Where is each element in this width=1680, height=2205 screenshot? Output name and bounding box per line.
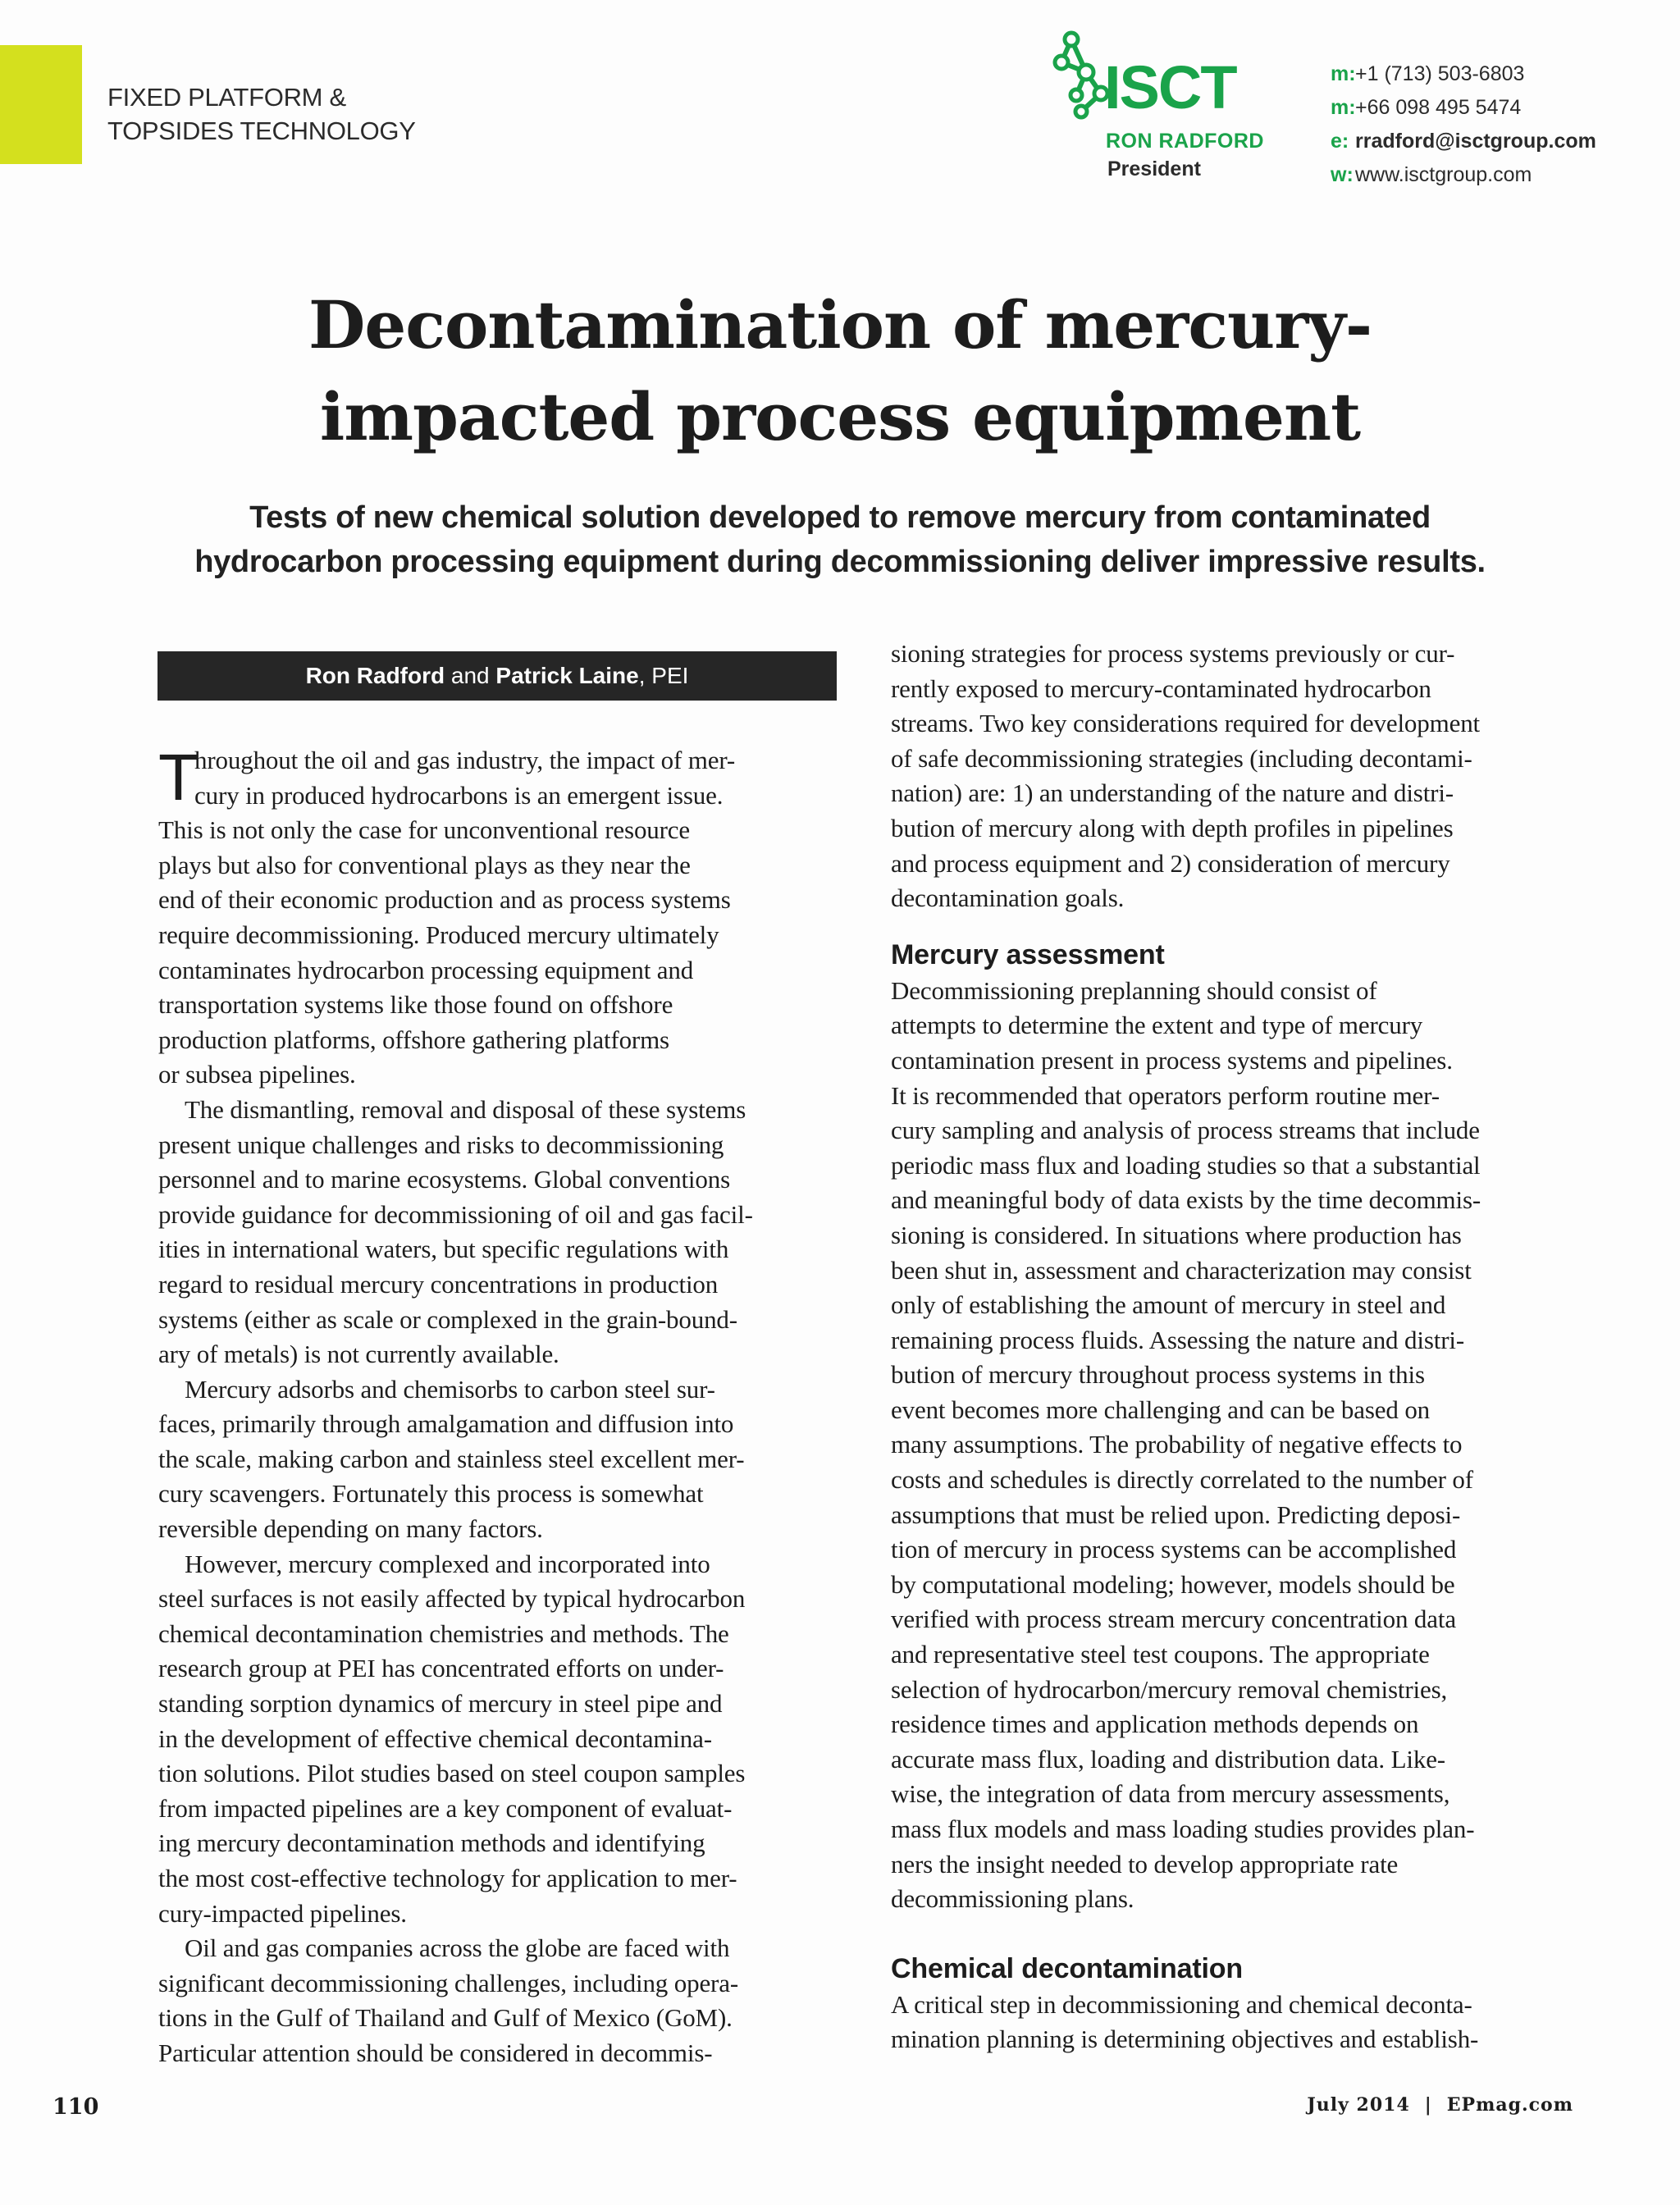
text-line-content: personnel and to marine ecosystems. Global conventions — [158, 1165, 730, 1194]
text-line — [158, 778, 839, 814]
section-heading: Mercury assessment — [891, 938, 1165, 970]
text-line — [158, 1651, 839, 1687]
text-line — [158, 1792, 839, 1827]
text-line — [158, 1861, 839, 1897]
text-line-content: systems (either as scale or complexed in the grain-bound- — [158, 1304, 737, 1334]
author-affiliation: , PEI — [638, 663, 689, 688]
text-line-content: the scale, making carbon and stainless steel excellent mer- — [158, 1444, 745, 1473]
contact-details — [1331, 57, 1596, 192]
text-line: event becomes more challenging and can be based on — [891, 1395, 1431, 1424]
text-line-content: or subsea pipelines. — [158, 1060, 356, 1089]
text-line: remaining process fluids. Assessing the nature and distri- — [891, 1325, 1465, 1354]
text-line: only of establishing the amount of mercury in steel and — [891, 1290, 1446, 1320]
right-column — [891, 637, 1576, 2057]
text-line-content: regard to residual mercury concentrations in production — [158, 1269, 719, 1299]
article-deck-line1: Tests of new chemical solution developed to remove mercury from contaminated — [249, 500, 1431, 535]
text-line — [158, 1687, 839, 1722]
text-line-content: require decommissioning. Produced mercury ultimately — [158, 920, 719, 949]
text-line-content: standing sorption dynamics of mercury in steel pipe and — [158, 1689, 723, 1719]
website-link[interactable]: www.isctgroup.com — [1355, 163, 1532, 186]
text-line: costs and schedules is directly correlated to the number of — [891, 1465, 1473, 1495]
text-line: wise, the integration of data from mercury assessments, — [891, 1779, 1450, 1809]
issue-date: July 2014 — [1307, 2094, 1410, 2116]
text-line — [158, 953, 839, 988]
page-number: 110 — [52, 2094, 99, 2120]
text-line — [158, 2036, 839, 2071]
text-line: bution of mercury throughout process systems in this — [891, 1360, 1425, 1390]
phone-number[interactable]: +1 (713) 503-6803 — [1355, 62, 1525, 85]
article-title-line2: impacted process equipment — [319, 378, 1361, 455]
text-line — [158, 883, 839, 918]
author-name: Ron Radford — [305, 663, 445, 688]
text-line: and meaningful body of data exists by the time decommis- — [891, 1185, 1481, 1215]
text-line: by computational modeling; however, models should be — [891, 1569, 1455, 1599]
text-line: Decommissioning preplanning should consist of — [891, 975, 1377, 1005]
text-line — [158, 1128, 839, 1163]
section-mercury-assessment — [891, 974, 1576, 1917]
text-line: assumptions that must be relied upon. Predicting deposi- — [891, 1500, 1461, 1529]
contact-person-role: President — [1107, 158, 1201, 180]
text-line: periodic mass flux and loading studies so that a substantial — [891, 1150, 1481, 1180]
text-line-content: contaminates hydrocarbon processing equipment and — [158, 955, 694, 984]
text-line-content: the most cost-effective technology for application to mer- — [158, 1864, 737, 1892]
text-line: been shut in, assessment and characterization may consist — [891, 1255, 1472, 1285]
section-heading: Chemical decontamination — [891, 1952, 1244, 1984]
text-line: streams. Two key considerations required for development — [891, 709, 1481, 738]
text-line-content: cury-impacted pipelines. — [158, 1898, 407, 1928]
text-line-content: production platforms, offshore gathering platforms — [158, 1025, 669, 1054]
contact-person-name: RON RADFORD — [1106, 130, 1264, 153]
text-line — [158, 1582, 839, 1617]
text-line-content: faces, primarily through amalgamation and diffusion into — [158, 1409, 734, 1439]
text-line: accurate mass flux, loading and distribution data. Like- — [891, 1744, 1445, 1774]
text-line — [158, 1442, 839, 1477]
text-line-content: Oil and gas companies across the globe are faced with — [185, 1933, 730, 1963]
text-line — [158, 1023, 839, 1058]
text-line: mination planning is determining objectives and establish- — [891, 2025, 1479, 2054]
text-line: verified with process stream mercury concentration data — [891, 1605, 1456, 1634]
text-line — [158, 1303, 839, 1338]
text-line-content: Mercury adsorbs and chemisorbs to carbon steel sur- — [185, 1374, 715, 1404]
section-chemical-decontamination — [891, 1988, 1576, 2057]
text-line-content: in the development of effective chemical decontamina- — [158, 1723, 712, 1753]
text-line: tion of mercury in process systems can be accomplished — [891, 1535, 1457, 1564]
text-line: bution of mercury along with depth profiles in pipelines — [891, 813, 1454, 842]
text-line — [158, 1057, 839, 1093]
text-line-content: present unique challenges and risks to decommissioning — [158, 1130, 724, 1159]
text-line — [158, 1966, 839, 2002]
text-line: It is recommended that operators perform routine mer- — [891, 1080, 1440, 1110]
text-line: sioning strategies for process systems previously or cur- — [891, 639, 1455, 668]
section-color-tab — [0, 45, 82, 164]
text-line-content: ities in international waters, but specific regulations with — [158, 1235, 729, 1264]
text-line: of safe decommissioning strategies (including decontami- — [891, 743, 1472, 773]
text-line-content: The dismantling, removal and disposal of these systems — [185, 1094, 746, 1124]
text-line — [158, 813, 839, 848]
text-line — [158, 1477, 839, 1512]
text-line — [158, 1198, 839, 1233]
contact-mobile-us: m:+1 (713) 503-6803 — [1331, 62, 1525, 85]
text-line: contamination present in process systems and pipelines. — [891, 1045, 1453, 1075]
article-deck — [0, 495, 1680, 584]
text-line — [158, 1372, 839, 1408]
contact-email: e: rradford@isctgroup.com — [1331, 130, 1596, 153]
text-line — [158, 988, 839, 1023]
text-line — [158, 1232, 839, 1267]
text-line: ners the insight needed to develop appropriate rate — [891, 1849, 1399, 1879]
text-line-content: provide guidance for decommissioning of oil and gas facil- — [158, 1199, 753, 1229]
text-line — [158, 1337, 839, 1372]
text-line: and representative steel test coupons. The appropriate — [891, 1640, 1430, 1669]
text-line: attempts to determine the extent and type of mercury — [891, 1011, 1423, 1040]
text-line — [158, 1547, 839, 1582]
phone-number[interactable]: +66 098 495 5474 — [1355, 96, 1522, 119]
text-line-content: tion solutions. Pilot studies based on steel coupon samples — [158, 1759, 746, 1788]
text-line-content: tions in the Gulf of Thailand and Gulf of Mexico (GoM). — [158, 2003, 733, 2033]
footer-separator: | — [1424, 2094, 1432, 2116]
text-line — [158, 1826, 839, 1861]
email-link[interactable]: rradford@isctgroup.com — [1355, 130, 1596, 153]
text-line — [158, 1756, 839, 1792]
text-line — [158, 1093, 839, 1128]
author-name: Patrick Laine — [495, 663, 639, 688]
text-line — [158, 1897, 839, 1932]
text-line — [158, 1267, 839, 1303]
text-line — [158, 848, 839, 883]
page-footer — [1307, 2094, 1573, 2116]
text-line-content: This is not only the case for unconventional resource — [158, 815, 691, 845]
article-byline: Ron Radford and Patrick Laine, PEI — [158, 651, 837, 701]
text-line: decommissioning plans. — [891, 1884, 1134, 1914]
text-line: A critical step in decommissioning and chemical deconta- — [891, 1989, 1472, 2019]
text-line-content: end of their economic production and as process systems — [158, 885, 731, 915]
text-line-content: ing mercury decontamination methods and identifying — [158, 1828, 705, 1858]
article-title — [0, 279, 1680, 463]
text-line-content: significant decommissioning challenges, including opera- — [158, 1968, 739, 1997]
section-label — [107, 80, 416, 148]
text-line-content: hroughout the oil and gas industry, the impact of mer- — [194, 746, 736, 774]
article-title-line1: Decontamination of mercury- — [308, 286, 1372, 363]
text-line-content: cury in produced hydrocarbons is an emergent issue. — [194, 780, 724, 810]
text-line: and process equipment and 2) consideration of mercury — [891, 848, 1450, 878]
brand-name: ISCT — [1104, 53, 1236, 121]
text-line-content: from impacted pipelines are a key component of evaluat- — [158, 1793, 733, 1823]
text-line: many assumptions. The probability of negative effects to — [891, 1430, 1463, 1459]
text-line: residence times and application methods depends on — [891, 1710, 1419, 1739]
text-line: decontamination goals. — [891, 883, 1125, 913]
article-deck-line2: hydrocarbon processing equipment during decommissioning deliver impressive results. — [194, 545, 1486, 579]
text-line — [158, 1162, 839, 1198]
right-column-intro — [891, 637, 1576, 916]
text-line — [158, 1931, 839, 1966]
text-line: nation) are: 1) an understanding of the nature and distri- — [891, 778, 1454, 808]
section-label-line1: FIXED PLATFORM & — [107, 83, 346, 112]
drop-cap: T — [158, 741, 199, 814]
text-line — [158, 1722, 839, 1757]
text-line: selection of hydrocarbon/mercury removal chemistries, — [891, 1674, 1448, 1704]
left-column — [158, 743, 839, 2071]
text-line — [158, 1512, 839, 1547]
text-line-content: reversible depending on many factors. — [158, 1514, 543, 1544]
text-line-content: Particular attention should be considered in decommis- — [158, 2038, 713, 2067]
contact-website: w:www.isctgroup.com — [1331, 163, 1532, 186]
text-line: mass flux models and mass loading studies provides plan- — [891, 1815, 1475, 1843]
text-line — [158, 2001, 839, 2036]
text-line-content: ary of metals) is not currently available. — [158, 1340, 559, 1369]
text-line-content: steel surfaces is not easily affected by typical hydrocarbon — [158, 1584, 746, 1614]
text-line — [158, 1617, 839, 1652]
text-line-content: chemical decontamination chemistries and methods. The — [158, 1618, 729, 1648]
text-line — [158, 918, 839, 953]
text-line: cury sampling and analysis of process streams that include — [891, 1116, 1480, 1145]
text-line-content: However, mercury complexed and incorporated into — [185, 1549, 710, 1578]
text-line-content: plays but also for conventional plays as they near the — [158, 850, 691, 879]
contact-mobile-th: m:+66 098 495 5474 — [1331, 96, 1522, 119]
text-line — [158, 1407, 839, 1442]
text-line: rently exposed to mercury-contaminated hydrocarbon — [891, 673, 1431, 703]
section-label-line2: TOPSIDES TECHNOLOGY — [107, 116, 416, 145]
site-name: EPmag.com — [1446, 2094, 1573, 2116]
text-line-content: cury scavengers. Fortunately this process is somewhat — [158, 1479, 704, 1509]
text-line-content: research group at PEI has concentrated efforts on under- — [158, 1654, 724, 1683]
text-line: sioning is considered. In situations where production has — [891, 1220, 1462, 1249]
text-line-content: transportation systems like those found on offshore — [158, 990, 673, 1020]
